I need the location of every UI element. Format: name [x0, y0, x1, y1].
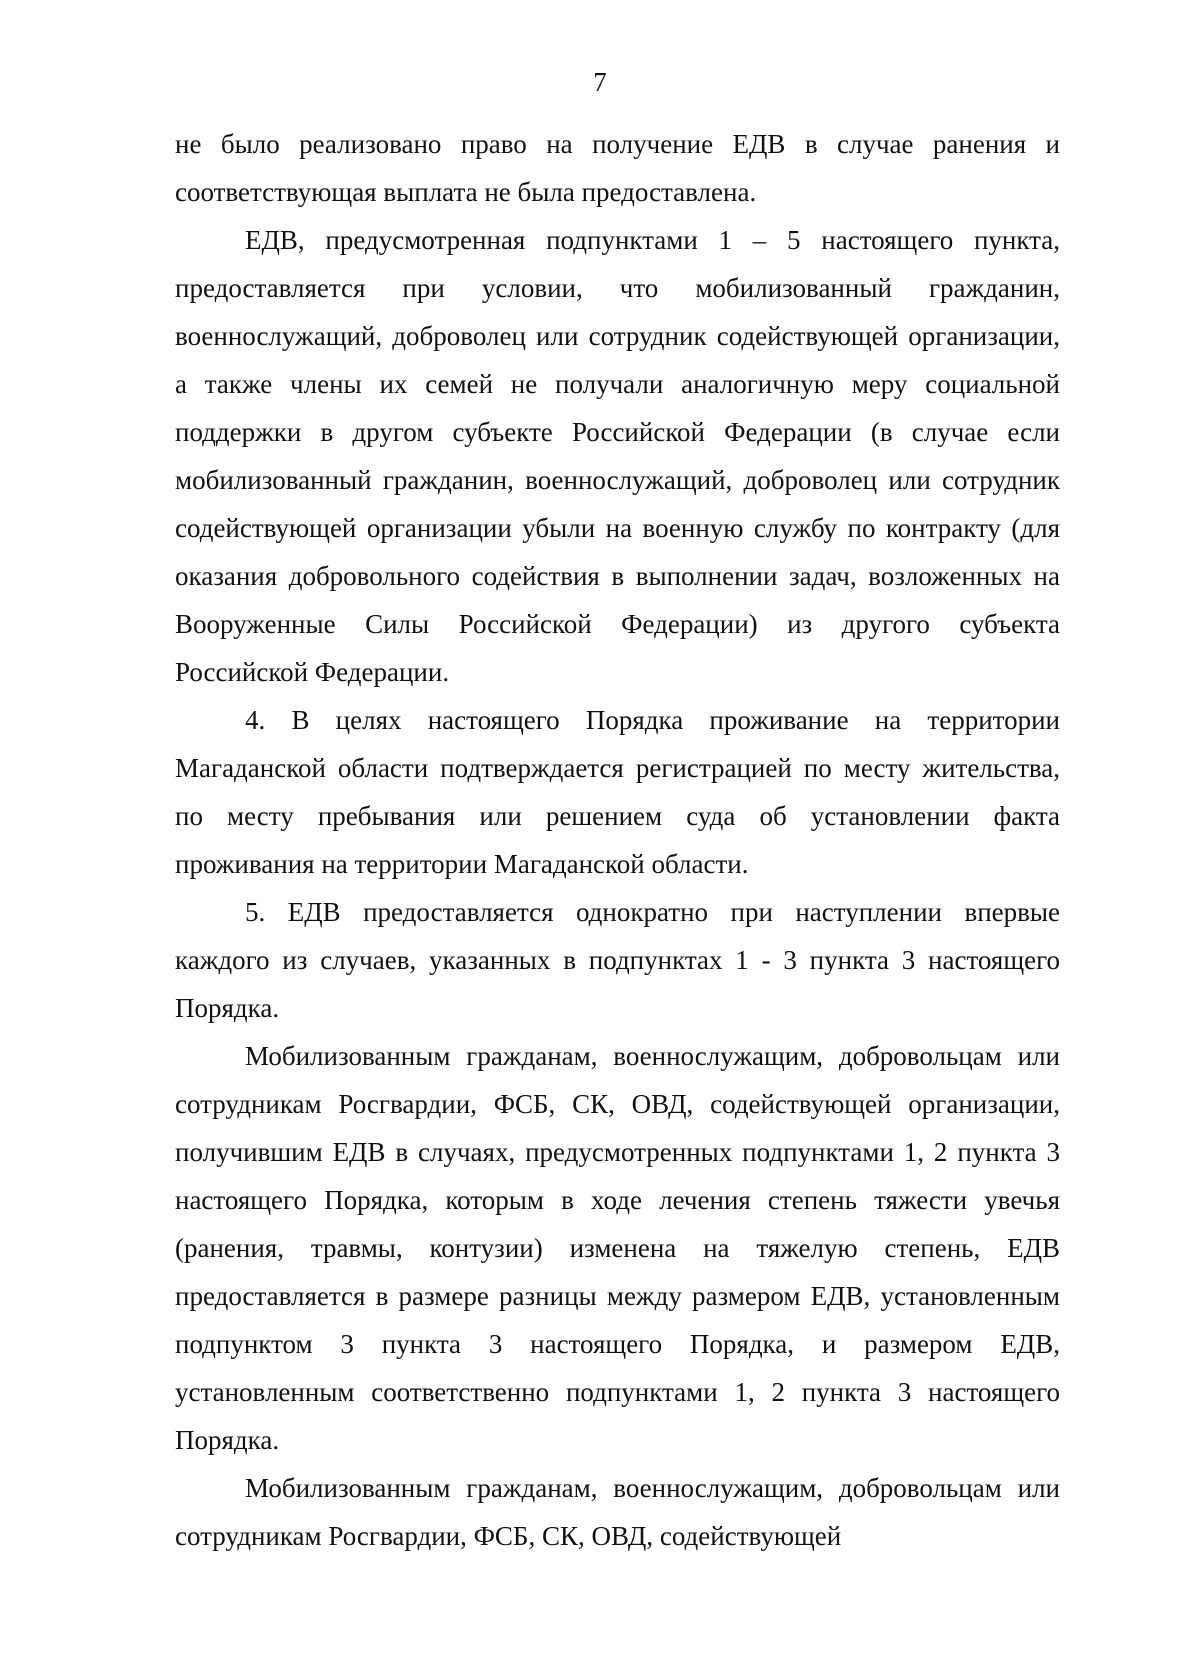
paragraph-item-5: 5. ЕДВ предоставляется однократно при наступлении впервые каждого из случаев, указанных в подпунктах 1 - 3 пункта 3 настоящего Порядка.	[175, 897, 1060, 1023]
paragraph-final-partial: Мобилизованным гражданам, военнослужащим, добровольцам или сотрудникам Росгвардии, ФСБ, СК, ОВД, содействующей	[175, 1473, 1060, 1551]
paragraph-item-4: 4. В целях настоящего Порядка проживание на территории Магаданской области подтверждается регистрацией по месту жительства, по месту пребывания или решением суда об установлении факта проживания на территории Магаданской области.	[175, 705, 1060, 879]
paragraph-continuation: не было реализовано право на получение ЕДВ в случае ранения и соответствующая выплата не была предоставлена.	[175, 129, 1060, 207]
document-body	[175, 120, 1060, 1560]
paragraph-edv-conditions: ЕДВ, предусмотренная подпунктами 1 – 5 настоящего пункта, предоставляется при условии, что мобилизованный гражданин, военнослужащий, доброволец или сотрудник содействующей организации, а также члены их семей не получали аналогичную меру социальной поддержки в другом субъекте Российской Федерации (в случае если мобилизованный гражданин, военнослужащий, доброволец или сотрудник содействующей организации убыли на военную службу по контракту (для оказания добровольного содействия в выполнении задач, возложенных на Вооруженные Силы Российской Федерации) из другого субъекта Российской Федерации.	[175, 225, 1060, 687]
page-number: 7	[593, 67, 607, 97]
paragraph-severity-change: Мобилизованным гражданам, военнослужащим, добровольцам или сотрудникам Росгвардии, ФСБ, СК, ОВД, содействующей организации, получившим ЕДВ в случаях, предусмотренных подпунктами 1, 2 пункта 3 настоящего Порядка, которым в ходе лечения степень тяжести увечья (ранения, травмы, контузии) изменена на тяжелую степень, ЕДВ предоставляется в размере разницы между размером ЕДВ, установленным подпунктом 3 пункта 3 настоящего Порядка, и размером ЕДВ, установленным соответственно подпунктами 1, 2 пункта 3 настоящего Порядка.	[175, 1041, 1060, 1455]
